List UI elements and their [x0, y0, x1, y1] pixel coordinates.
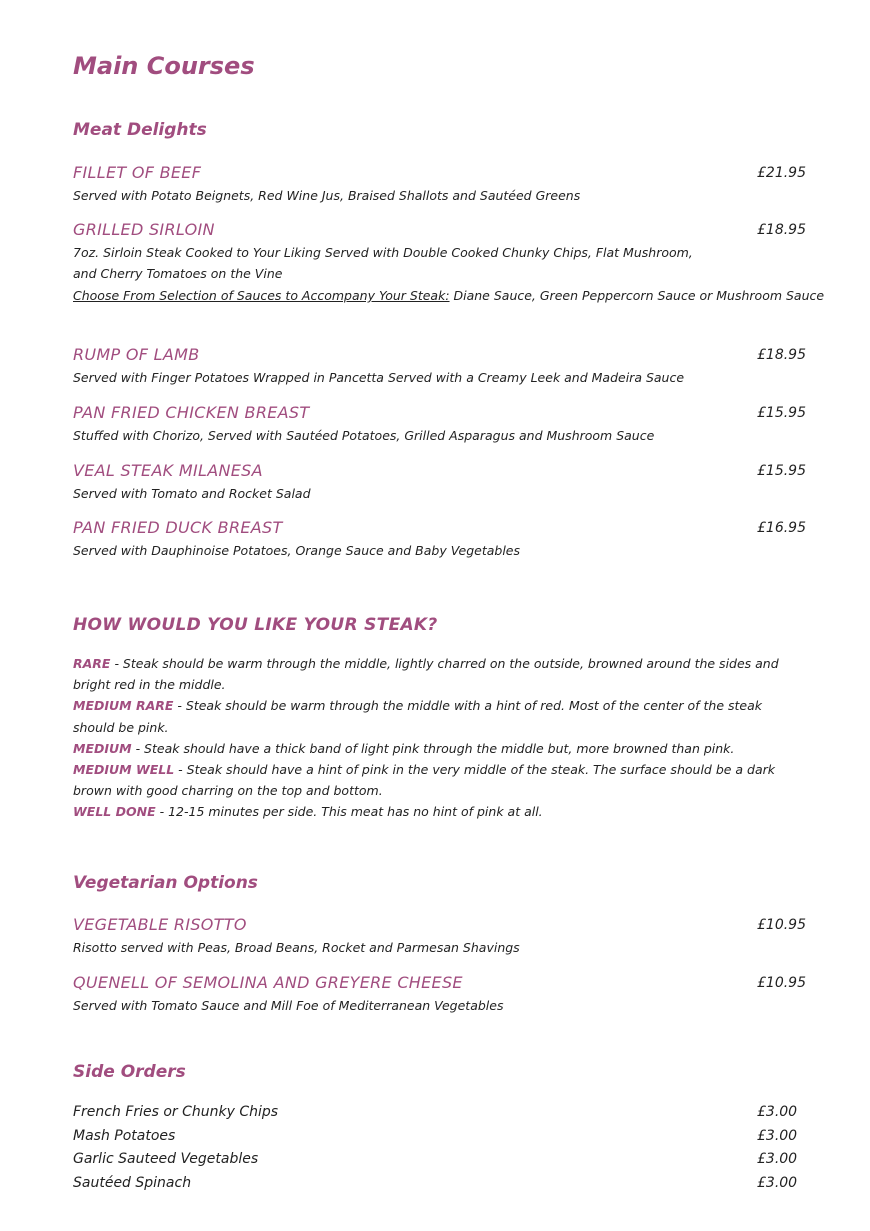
dish-price: £18.95	[757, 347, 806, 363]
doneness-medium	[73, 738, 798, 759]
dish-price: £10.95	[757, 975, 806, 991]
doneness-text: - Steak should be warm through the middle, lightly charred on the outside, browned around the sides and bright red in the middle.	[73, 656, 779, 693]
doneness-label: WELL DONE	[73, 804, 156, 820]
side-price: £3.00	[757, 1151, 798, 1167]
doneness-label: MEDIUM	[73, 740, 132, 756]
doneness-label: MEDIUM WELL	[73, 762, 175, 778]
dish-price: £16.95	[757, 520, 806, 536]
doneness-label: RARE	[73, 656, 111, 671]
doneness-text: - 12-15 minutes per side. This meat has no hint of pink at all.	[155, 804, 543, 820]
dish-name: VEAL STEAK MILANESA	[73, 461, 263, 480]
doneness-rare	[73, 653, 798, 695]
dish-description: Risotto served with Peas, Broad Beans, Rocket and Parmesan Shavings	[73, 940, 520, 955]
side-price: £3.00	[757, 1128, 798, 1144]
side-price: £3.00	[757, 1175, 798, 1191]
dish-price: £15.95	[757, 463, 806, 479]
dish-description: Served with Dauphinoise Potatoes, Orange Sauce and Baby Vegetables	[73, 543, 521, 558]
dish-name: PAN FRIED DUCK BREAST	[73, 518, 283, 537]
doneness-text: - Steak should have a hint of pink in the very middle of the steak. The surface should be a dark brown with good charring on the top and bottom.	[73, 762, 776, 799]
section-heading-sides: Side Orders	[73, 1062, 186, 1082]
section-heading-steak: HOW WOULD YOU LIKE YOUR STEAK?	[73, 615, 438, 635]
doneness-text: - Steak should have a thick band of light pink through the middle but, more browned than pink.	[131, 740, 735, 756]
sauce-options	[73, 288, 824, 303]
doneness-medium-well	[73, 759, 798, 801]
dish-name: GRILLED SIRLOIN	[73, 220, 215, 239]
doneness-medium-rare	[73, 695, 798, 737]
dish-name: FILLET OF BEEF	[73, 163, 202, 182]
steak-doneness-guide	[73, 653, 798, 823]
side-item: Garlic Sauteed Vegetables	[73, 1151, 259, 1167]
dish-description: Stuffed with Chorizo, Served with Sautéed Potatoes, Grilled Asparagus and Mushroom Sauce	[73, 428, 655, 443]
side-price: £3.00	[757, 1104, 798, 1120]
dish-description: Served with Tomato and Rocket Salad	[73, 486, 311, 501]
doneness-label: MEDIUM RARE	[73, 698, 174, 714]
sauce-options-list: Diane Sauce, Green Peppercorn Sauce or Mushroom Sauce	[449, 288, 825, 303]
dish-name: QUENELL OF SEMOLINA AND GREYERE CHEESE	[73, 973, 463, 992]
dish-price: £21.95	[757, 165, 806, 181]
dish-name: RUMP OF LAMB	[73, 345, 200, 364]
section-heading-meat: Meat Delights	[73, 120, 207, 140]
dish-description: and Cherry Tomatoes on the Vine	[73, 266, 283, 281]
dish-description: Served with Finger Potatoes Wrapped in Pancetta Served with a Creamy Leek and Madeira Sauce	[73, 370, 685, 385]
doneness-well-done	[73, 801, 798, 822]
page-title: Main Courses	[73, 52, 255, 80]
section-heading-vegetarian: Vegetarian Options	[73, 873, 258, 893]
dish-name: PAN FRIED CHICKEN BREAST	[73, 403, 310, 422]
dish-name: VEGETABLE RISOTTO	[73, 915, 247, 934]
dish-description: Served with Potato Beignets, Red Wine Jus, Braised Shallots and Sautéed Greens	[73, 188, 581, 203]
side-item: Sautéed Spinach	[73, 1175, 192, 1191]
side-item: French Fries or Chunky Chips	[73, 1104, 279, 1120]
doneness-text: - Steak should be warm through the middle with a hint of red. Most of the center of the steak should be pink.	[73, 698, 763, 735]
dish-price: £18.95	[757, 222, 806, 238]
dish-price: £15.95	[757, 405, 806, 421]
dish-description: 7oz. Sirloin Steak Cooked to Your Liking Served with Double Cooked Chunky Chips, Flat Mushroom,	[73, 245, 693, 260]
sauce-options-lead: Choose From Selection of Sauces to Accompany Your Steak:	[73, 288, 450, 303]
dish-description: Served with Tomato Sauce and Mill Foe of Mediterranean Vegetables	[73, 998, 504, 1013]
dish-price: £10.95	[757, 917, 806, 933]
side-item: Mash Potatoes	[73, 1128, 176, 1144]
